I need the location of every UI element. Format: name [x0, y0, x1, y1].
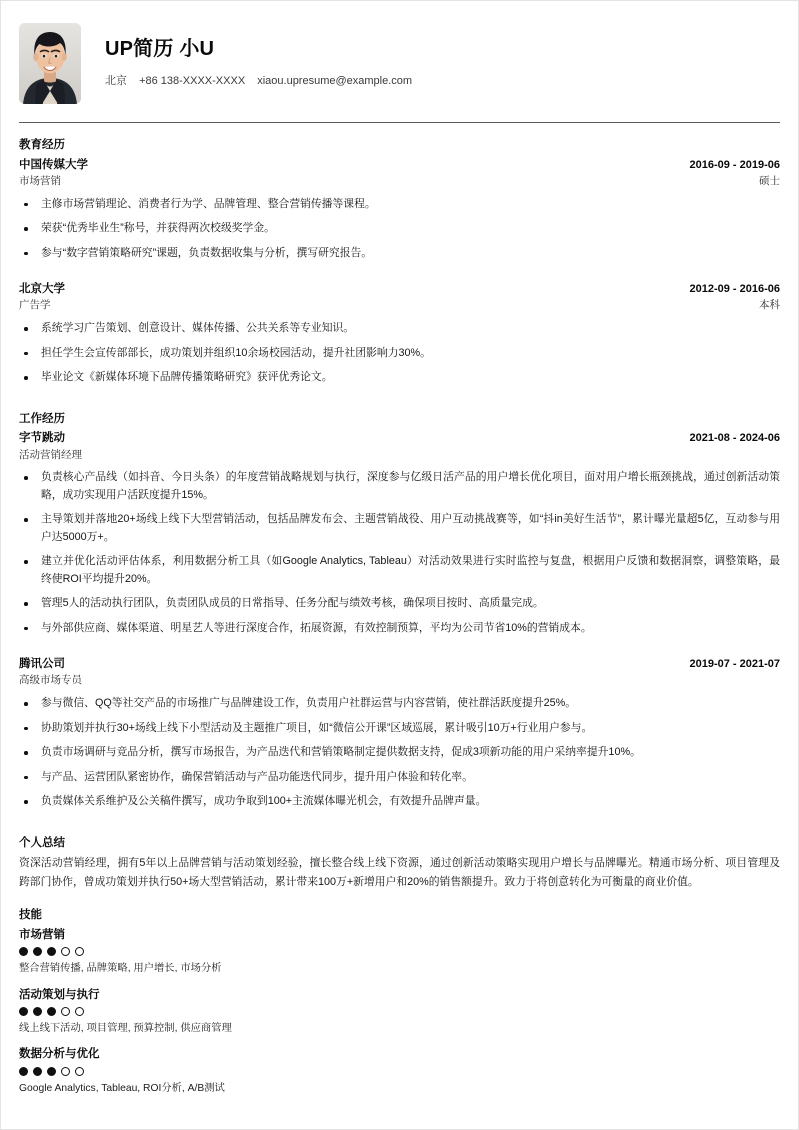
- work-entry-header: [19, 430, 780, 447]
- skill-dot-filled: [19, 1007, 28, 1016]
- work-entry-header: [19, 656, 780, 673]
- company-name: 腾讯公司: [19, 658, 65, 671]
- school-degree: 硕士: [759, 174, 780, 187]
- work-bullets: [19, 469, 780, 637]
- skill-dot-empty: [75, 947, 84, 956]
- list-item: 主修市场营销理论、消费者行为学、品牌管理、整合营销传播等课程。: [19, 196, 780, 213]
- list-item: 负责核心产品线（如抖音、今日头条）的年度营销战略规划与执行，深度参与亿级日活产品的用户增长优化项目，面对用户增长瓶颈挑战，通过创新活动策略，成功实现用户活跃度提升15%。: [19, 469, 780, 504]
- skill-level-dots: [19, 1007, 780, 1016]
- skill-dot-filled: [47, 947, 56, 956]
- work-entry: [19, 430, 780, 637]
- skill-dot-empty: [75, 1067, 84, 1076]
- section-title-skills: 技能: [19, 909, 42, 922]
- school-name: 北京大学: [19, 283, 65, 296]
- contact-location: 北京: [105, 75, 127, 88]
- education-entry-header: [19, 281, 780, 298]
- list-item: 与产品、运营团队紧密协作，确保营销活动与产品功能迭代同步，提升用户体验和转化率。: [19, 769, 780, 786]
- contact-phone: +86 138-XXXX-XXXX: [139, 75, 246, 88]
- list-item: 建立并优化活动评估体系，利用数据分析工具（如Google Analytics, Tableau）对活动效果进行实时监控与复盘，根据用户反馈和数据洞察，调整策略，最终使ROI平均提升20%。: [19, 553, 780, 588]
- work-entry: [19, 656, 780, 810]
- skill-keywords: Google Analytics, Tableau, ROI分析, A/B测试: [19, 1082, 225, 1094]
- company-dates: 2019-07 - 2021-07: [689, 658, 780, 671]
- section-work-experience: [19, 411, 780, 811]
- list-item: 负责媒体关系维护及公关稿件撰写，成功争取到100+主流媒体曝光机会，有效提升品牌声量。: [19, 793, 780, 810]
- education-bullets: [19, 320, 780, 386]
- skill-dot-filled: [33, 1067, 42, 1076]
- contact-email: xiaou.upresume@example.com: [257, 75, 413, 88]
- skill-dot-filled: [19, 1067, 28, 1076]
- list-item: 荣获“优秀毕业生”称号，并获得两次校级奖学金。: [19, 220, 780, 237]
- education-entry-subheader: [19, 174, 780, 190]
- work-entry-subheader: [19, 448, 780, 464]
- school-dates: 2016-09 - 2019-06: [689, 158, 780, 171]
- education-entry-subheader: [19, 298, 780, 314]
- list-item: 与外部供应商、媒体渠道、明星艺人等进行深度合作，拓展资源，有效控制预算，平均为公司节省10%的营销成本。: [19, 620, 780, 637]
- skill-dot-empty: [75, 1007, 84, 1016]
- skill-keywords: 线上线下活动, 项目管理, 预算控制, 供应商管理: [19, 1022, 232, 1034]
- school-dates: 2012-09 - 2016-06: [689, 283, 780, 296]
- page-title: UP简历 小U: [105, 38, 215, 61]
- portrait-photo-icon: [19, 23, 81, 104]
- school-degree: 本科: [759, 299, 780, 312]
- education-entry: [19, 281, 780, 386]
- list-item: 协助策划并执行30+场线上线下小型活动及主题推广项目，如“微信公开课”区域巡展，累计吸引10万+行业用户参与。: [19, 720, 780, 737]
- section-title-summary: 个人总结: [19, 836, 65, 849]
- school-name: 中国传媒大学: [19, 158, 88, 171]
- school-major: 广告学: [19, 299, 51, 312]
- skill-item: [19, 987, 780, 1037]
- contact-line: [105, 74, 780, 88]
- skill-dot-filled: [47, 1007, 56, 1016]
- skill-level-dots: [19, 947, 780, 956]
- skill-dot-filled: [33, 947, 42, 956]
- company-name: 字节跳动: [19, 432, 65, 445]
- skill-dot-empty: [61, 1007, 70, 1016]
- list-item: 系统学习广告策划、创意设计、媒体传播、公共关系等专业知识。: [19, 320, 780, 337]
- list-item: 担任学生会宣传部部长，成功策划并组织10余场校园活动，提升社团影响力30%。: [19, 345, 780, 362]
- list-item: 参与微信、QQ等社交产品的市场推广与品牌建设工作，负责用户社群运营与内容营销，使社群活跃度提升25%。: [19, 695, 780, 712]
- section-personal-summary: [19, 835, 780, 892]
- work-bullets: [19, 695, 780, 810]
- list-item: 管理5人的活动执行团队，负责团队成员的日常指导、任务分配与绩效考核，确保项目按时、高质量完成。: [19, 595, 780, 612]
- skill-keywords: 整合营销传播, 品牌策略, 用户增长, 市场分析: [19, 963, 222, 975]
- company-dates: 2021-08 - 2024-06: [689, 432, 780, 445]
- resume-header: [19, 1, 780, 116]
- skill-dot-filled: [33, 1007, 42, 1016]
- education-entry: [19, 157, 780, 262]
- list-item: 主导策划并落地20+场线上线下大型营销活动，包括品牌发布会、主题营销战役、用户互动挑战赛等，如“抖in美好生活节”，累计曝光量超5亿，互动参与用户达5000万+。: [19, 511, 780, 546]
- avatar: [19, 23, 81, 104]
- skill-item: [19, 1046, 780, 1096]
- section-skills: [19, 907, 780, 1096]
- list-item: 负责市场调研与竞品分析，撰写市场报告，为产品迭代和营销策略制定提供数据支持，促成3项新功能的用户采纳率提升10%。: [19, 744, 780, 761]
- job-title: 高级市场专员: [19, 674, 82, 687]
- section-title-work: 工作经历: [19, 412, 65, 425]
- education-entry-header: [19, 157, 780, 174]
- header-divider: [19, 122, 780, 123]
- skill-dot-empty: [61, 1067, 70, 1076]
- summary-text: 资深活动营销经理，拥有5年以上品牌营销与活动策划经验，擅长整合线上线下资源，通过创新活动策略实现用户增长与品牌曝光。精通市场分析、项目管理及跨部门协作，曾成功策划并执行50+场大型营销活动，累计带来100万+新增用户和20%的销售额提升。致力于将创意转化为可衡量的商业价值。: [19, 857, 780, 888]
- section-education: [19, 137, 780, 387]
- skill-dot-filled: [47, 1067, 56, 1076]
- list-item: 毕业论文《新媒体环境下品牌传播策略研究》获评优秀论文。: [19, 369, 780, 386]
- job-title: 活动营销经理: [19, 448, 82, 461]
- skill-name: 数据分析与优化: [19, 1048, 100, 1061]
- section-title-education: 教育经历: [19, 139, 65, 151]
- education-bullets: [19, 196, 780, 262]
- skill-name: 活动策划与执行: [19, 988, 100, 1001]
- list-item: 参与“数字营销策略研究”课题，负责数据收集与分析，撰写研究报告。: [19, 245, 780, 262]
- identity-block: [101, 38, 780, 88]
- work-entry-subheader: [19, 673, 780, 689]
- skill-item: [19, 927, 780, 977]
- skill-level-dots: [19, 1067, 780, 1076]
- school-major: 市场营销: [19, 174, 61, 187]
- skill-dot-filled: [19, 947, 28, 956]
- skill-name: 市场营销: [19, 929, 65, 942]
- skill-dot-empty: [61, 947, 70, 956]
